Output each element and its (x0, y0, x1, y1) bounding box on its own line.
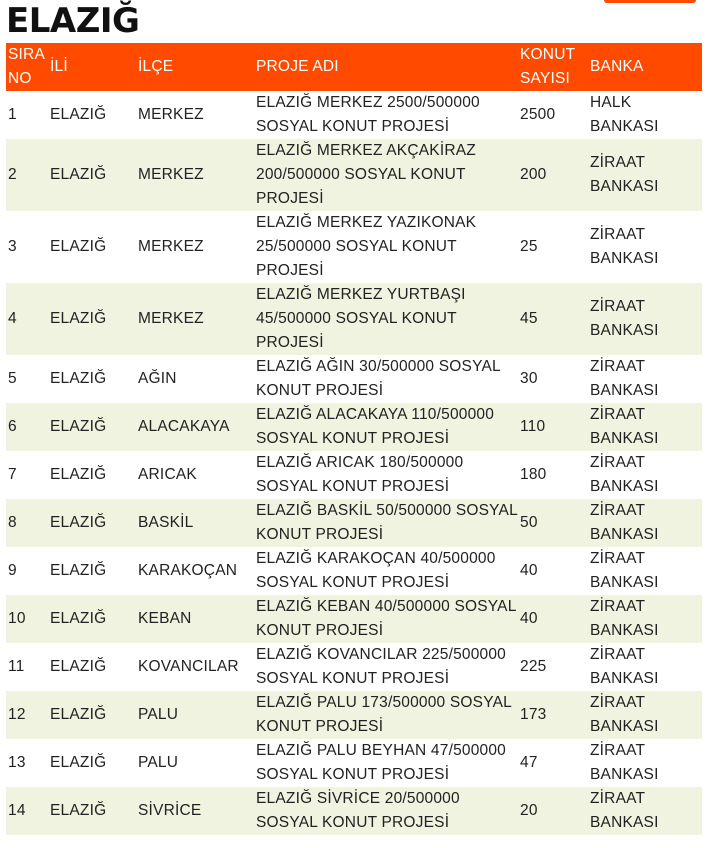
table-row (6, 139, 702, 211)
table-row (6, 403, 702, 451)
table-row (6, 595, 702, 643)
cell-banka: ZİRAAT BANKASI (590, 742, 659, 783)
cell-sira-no: 13 (8, 754, 26, 771)
cell-konut-sayisi: 225 (520, 658, 547, 675)
cell-proje-adi: ELAZIĞ ALACAKAYA 110/500000 SOSYAL KONUT PROJESİ (256, 406, 495, 447)
column-header-banka: BANKA (590, 58, 644, 75)
cell-ilce: BASKİL (138, 514, 194, 531)
cell-proje-adi: ELAZIĞ AĞIN 30/500000 SOSYAL KONUT PROJESİ (256, 358, 501, 399)
cell-sira-no: 11 (8, 658, 25, 675)
table-row (6, 355, 702, 403)
table-row (6, 739, 702, 787)
table-row (6, 643, 702, 691)
cell-banka: ZİRAAT BANKASI (590, 298, 659, 339)
cell-il: ELAZIĞ (50, 238, 107, 255)
cell-il: ELAZIĞ (50, 106, 107, 123)
cell-banka: ZİRAAT BANKASI (590, 598, 659, 639)
cell-ilce: KARAKOÇAN (138, 562, 238, 579)
cell-il: ELAZIĞ (50, 310, 107, 327)
cell-sira-no: 2 (8, 166, 17, 183)
cell-proje-adi: ELAZIĞ PALU 173/500000 SOSYAL KONUT PROJESİ (256, 694, 512, 735)
cell-konut-sayisi: 110 (520, 418, 546, 435)
cell-ilce: SİVRİCE (138, 802, 202, 819)
cell-konut-sayisi: 25 (520, 238, 538, 255)
cell-proje-adi: ELAZIĞ SİVRİCE 20/500000 SOSYAL KONUT PROJESİ (256, 790, 460, 831)
cell-ilce: MERKEZ (138, 238, 204, 255)
table-row (6, 283, 702, 355)
cell-proje-adi: ELAZIĞ KARAKOÇAN 40/500000 SOSYAL KONUT PROJESİ (256, 550, 496, 591)
cell-il: ELAZIĞ (50, 166, 107, 183)
cell-banka: ZİRAAT BANKASI (590, 502, 659, 543)
cell-proje-adi: ELAZIĞ KOVANCILAR 225/500000 SOSYAL KONUT PROJESİ (256, 646, 506, 687)
cell-il: ELAZIĞ (50, 514, 107, 531)
cell-sira-no: 7 (8, 466, 17, 483)
cell-sira-no: 9 (8, 562, 17, 579)
cell-banka: ZİRAAT BANKASI (590, 550, 659, 591)
table-row (6, 451, 702, 499)
cell-sira-no: 14 (8, 802, 26, 819)
header-accent-tab (604, 0, 696, 3)
cell-il: ELAZIĞ (50, 802, 107, 819)
cell-banka: ZİRAAT BANKASI (590, 154, 659, 195)
cell-konut-sayisi: 173 (520, 706, 547, 723)
cell-ilce: KEBAN (138, 610, 192, 627)
cell-il: ELAZIĞ (50, 754, 107, 771)
column-header-ilce: İLÇE (138, 58, 174, 75)
cell-konut-sayisi: 180 (520, 466, 547, 483)
cell-ilce: ALACAKAYA (138, 418, 230, 435)
cell-il: ELAZIĞ (50, 706, 107, 723)
cell-ilce: PALU (138, 706, 179, 723)
cell-sira-no: 10 (8, 610, 26, 627)
table-row (6, 547, 702, 595)
cell-proje-adi: ELAZIĞ ARICAK 180/500000 SOSYAL KONUT PROJESİ (256, 454, 464, 495)
cell-proje-adi: ELAZIĞ KEBAN 40/500000 SOSYAL KONUT PROJESİ (256, 598, 516, 639)
cell-sira-no: 6 (8, 418, 17, 435)
cell-ilce: KOVANCILAR (138, 658, 239, 675)
cell-konut-sayisi: 47 (520, 754, 538, 771)
cell-banka: ZİRAAT BANKASI (590, 358, 659, 399)
cell-proje-adi: ELAZIĞ MERKEZ AKÇAKİRAZ 200/500000 SOSYAL KONUT PROJESİ (256, 142, 476, 207)
cell-banka: ZİRAAT BANKASI (590, 454, 659, 495)
table-row (6, 91, 702, 139)
column-header-sira-no: SIRA NO (8, 46, 45, 87)
cell-il: ELAZIĞ (50, 658, 107, 675)
cell-sira-no: 4 (8, 310, 17, 327)
cell-il: ELAZIĞ (50, 370, 107, 387)
cell-ilce: MERKEZ (138, 166, 204, 183)
cell-proje-adi: ELAZIĞ PALU BEYHAN 47/500000 SOSYAL KONUT PROJESİ (256, 742, 506, 783)
column-header-il: İLİ (50, 58, 68, 75)
cell-sira-no: 3 (8, 238, 17, 255)
cell-konut-sayisi: 20 (520, 802, 538, 819)
cell-il: ELAZIĞ (50, 466, 107, 483)
cell-sira-no: 8 (8, 514, 17, 531)
cell-ilce: ARICAK (138, 466, 197, 483)
cell-sira-no: 12 (8, 706, 26, 723)
cell-konut-sayisi: 200 (520, 166, 547, 183)
cell-proje-adi: ELAZIĞ MERKEZ YURTBAŞI 45/500000 SOSYAL KONUT PROJESİ (256, 286, 466, 351)
cell-sira-no: 5 (8, 370, 17, 387)
cell-konut-sayisi: 50 (520, 514, 538, 531)
cell-banka: ZİRAAT BANKASI (590, 646, 659, 687)
column-header-proje-adi: PROJE ADI (256, 58, 339, 75)
cell-ilce: MERKEZ (138, 310, 204, 327)
cell-banka: ZİRAAT BANKASI (590, 790, 659, 831)
cell-ilce: MERKEZ (138, 106, 204, 123)
table-body (6, 91, 702, 835)
cell-proje-adi: ELAZIĞ MERKEZ 2500/500000 SOSYAL KONUT PROJESİ (256, 94, 480, 135)
cell-konut-sayisi: 40 (520, 562, 538, 579)
column-header-konut-sayisi: KONUT SAYISI (520, 46, 575, 87)
cell-proje-adi: ELAZIĞ MERKEZ YAZIKONAK 25/500000 SOSYAL KONUT PROJESİ (256, 214, 477, 279)
cell-il: ELAZIĞ (50, 562, 107, 579)
cell-sira-no: 1 (8, 106, 17, 123)
cell-banka: HALK BANKASI (590, 94, 659, 135)
cell-il: ELAZIĞ (50, 610, 107, 627)
cell-ilce: PALU (138, 754, 179, 771)
page-title: ELAZIĞ (6, 1, 140, 41)
housing-projects-table (6, 43, 702, 835)
cell-ilce: AĞIN (138, 370, 177, 387)
cell-banka: ZİRAAT BANKASI (590, 226, 659, 267)
table-row (6, 211, 702, 283)
table-row (6, 499, 702, 547)
cell-banka: ZİRAAT BANKASI (590, 406, 659, 447)
cell-konut-sayisi: 30 (520, 370, 538, 387)
table-row (6, 691, 702, 739)
cell-il: ELAZIĞ (50, 418, 107, 435)
cell-konut-sayisi: 45 (520, 310, 538, 327)
table-row (6, 787, 702, 835)
cell-konut-sayisi: 40 (520, 610, 538, 627)
table-header-row (6, 43, 702, 91)
cell-proje-adi: ELAZIĞ BASKİL 50/500000 SOSYAL KONUT PROJESİ (256, 502, 518, 543)
cell-konut-sayisi: 2500 (520, 106, 556, 123)
cell-banka: ZİRAAT BANKASI (590, 694, 659, 735)
